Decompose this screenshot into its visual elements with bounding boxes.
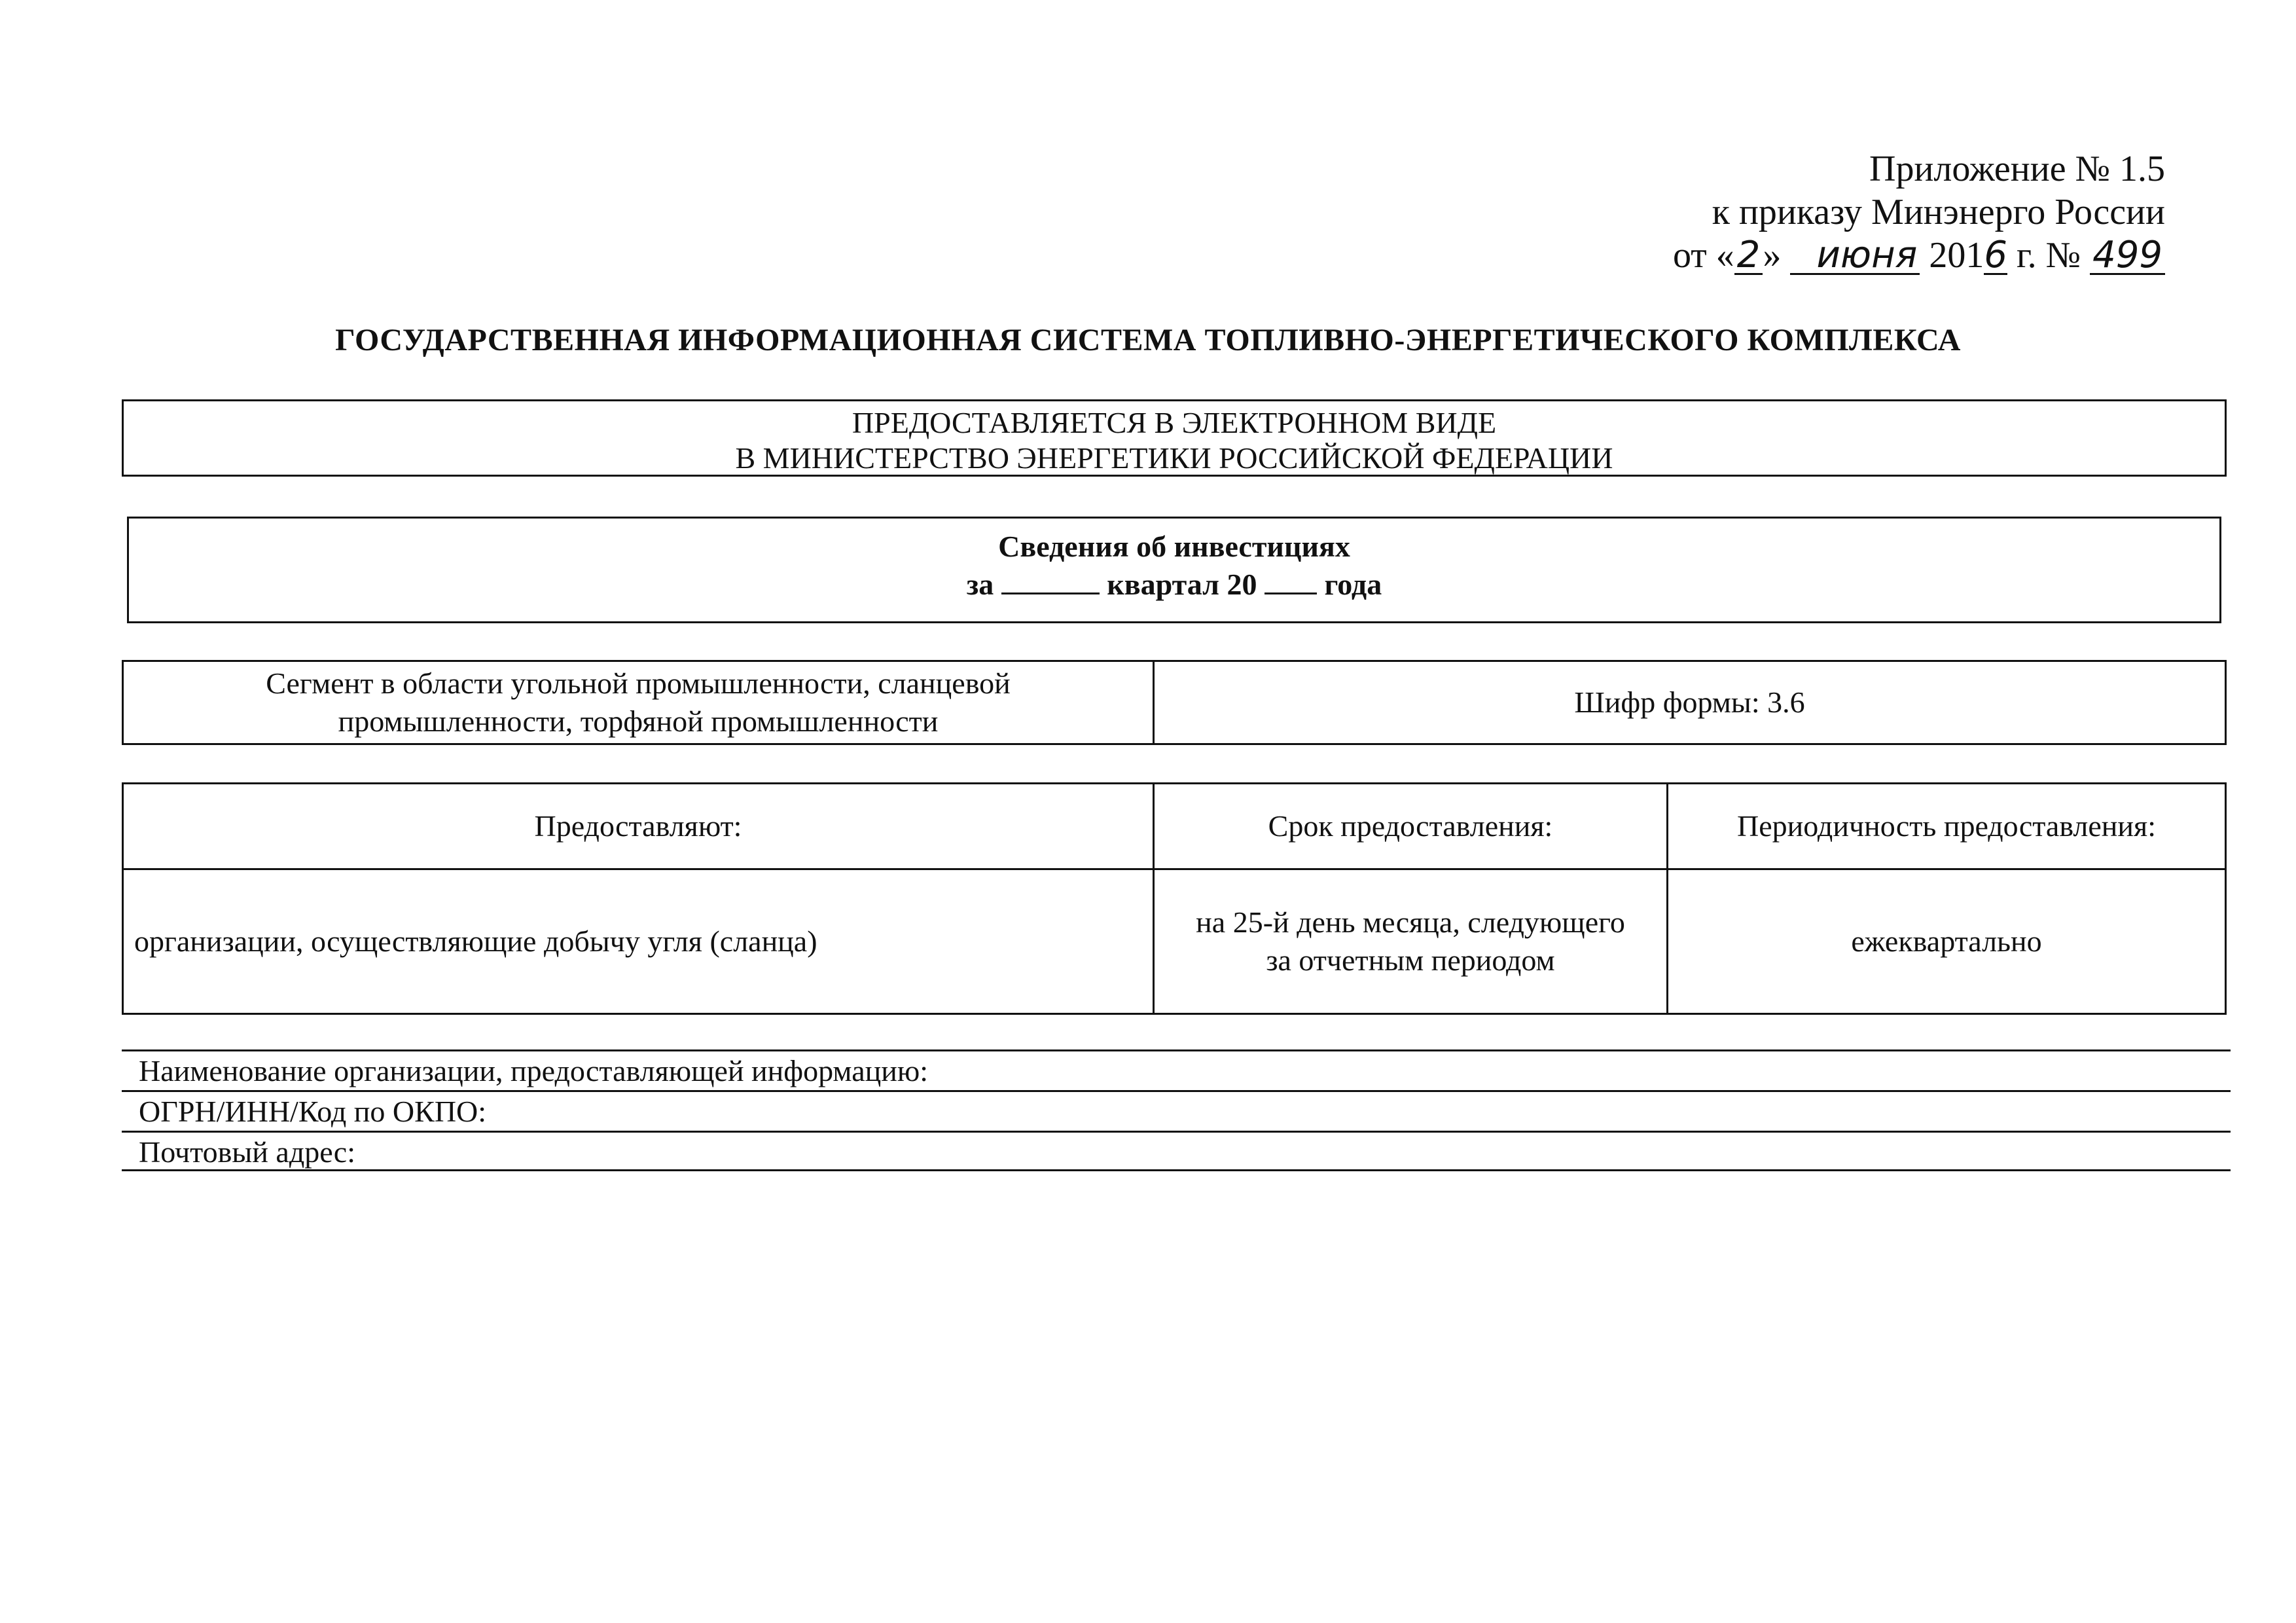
header-frequency: Периодичность предоставления: — [1668, 784, 2226, 869]
period-year: года — [1324, 568, 1382, 601]
report-period — [129, 566, 2219, 604]
segment-line-2: промышленности, торфяной промышленности — [338, 704, 939, 738]
header-deadline: Срок предоставления: — [1154, 784, 1668, 869]
deadline-line-1: на 25-й день месяца, следующего — [1196, 905, 1625, 939]
field-postal-address[interactable]: Почтовый адрес: — [122, 1131, 2231, 1171]
report-title-box — [127, 517, 2221, 623]
appendix-date-line — [1576, 234, 2165, 277]
form-code: Шифр формы: 3.6 — [1574, 685, 1805, 719]
field-organization-name[interactable]: Наименование организации, предоставляющей информацию: — [122, 1049, 2231, 1090]
handwritten-month: июня — [1790, 238, 1920, 275]
cell-who: организации, осуществляющие добычу угля (сланца) — [123, 869, 1154, 1014]
header-who: Предоставляют: — [123, 784, 1154, 869]
year-prefix: 201 — [1929, 235, 1984, 276]
cell-deadline — [1154, 869, 1668, 1014]
handwritten-order-number: 499 — [2090, 238, 2165, 275]
submission-box — [122, 399, 2227, 477]
period-for: за — [966, 568, 994, 601]
segment-cell — [123, 661, 1154, 744]
form-code-cell — [1154, 661, 2226, 744]
handwritten-day: 2 — [1734, 238, 1763, 275]
system-title: ГОСУДАРСТВЕННАЯ ИНФОРМАЦИОННАЯ СИСТЕМА ТОПЛИВНО-ЭНЕРГЕТИЧЕСКОГО КОМПЛЕКСА — [335, 323, 1961, 357]
segment-table — [122, 660, 2227, 745]
handwritten-year-digit: 6 — [1984, 234, 2008, 276]
period-quarter: квартал 20 — [1107, 568, 1257, 601]
deadline-line-2: за отчетным периодом — [1266, 943, 1555, 977]
appendix-header — [1576, 147, 2165, 277]
organization-fields — [122, 1049, 2231, 1171]
cell-frequency: ежеквартально — [1668, 869, 2226, 1014]
field-ids[interactable]: ОГРН/ИНН/Код по ОКПО: — [122, 1090, 2231, 1131]
segment-line-1: Сегмент в области угольной промышленности, сланцевой — [266, 666, 1011, 700]
appendix-number: Приложение № 1.5 — [1869, 149, 2165, 189]
date-prefix: от « — [1673, 235, 1734, 276]
submission-table — [122, 782, 2227, 1015]
number-prefix: г. № — [2017, 235, 2081, 276]
submission-line-2: В МИНИСТЕРСТВО ЭНЕРГЕТИКИ РОССИЙСКОЙ ФЕДЕРАЦИИ — [735, 441, 1613, 475]
date-day-suffix: » — [1763, 235, 1782, 276]
appendix-order-ref: к приказу Минэнерго России — [1712, 192, 2165, 232]
report-title: Сведения об инвестициях — [998, 530, 1350, 563]
submission-line-1: ПРЕДОСТАВЛЯЕТСЯ В ЭЛЕКТРОННОМ ВИДЕ — [852, 406, 1497, 439]
year-blank — [1265, 566, 1317, 594]
quarter-blank — [1001, 566, 1100, 594]
